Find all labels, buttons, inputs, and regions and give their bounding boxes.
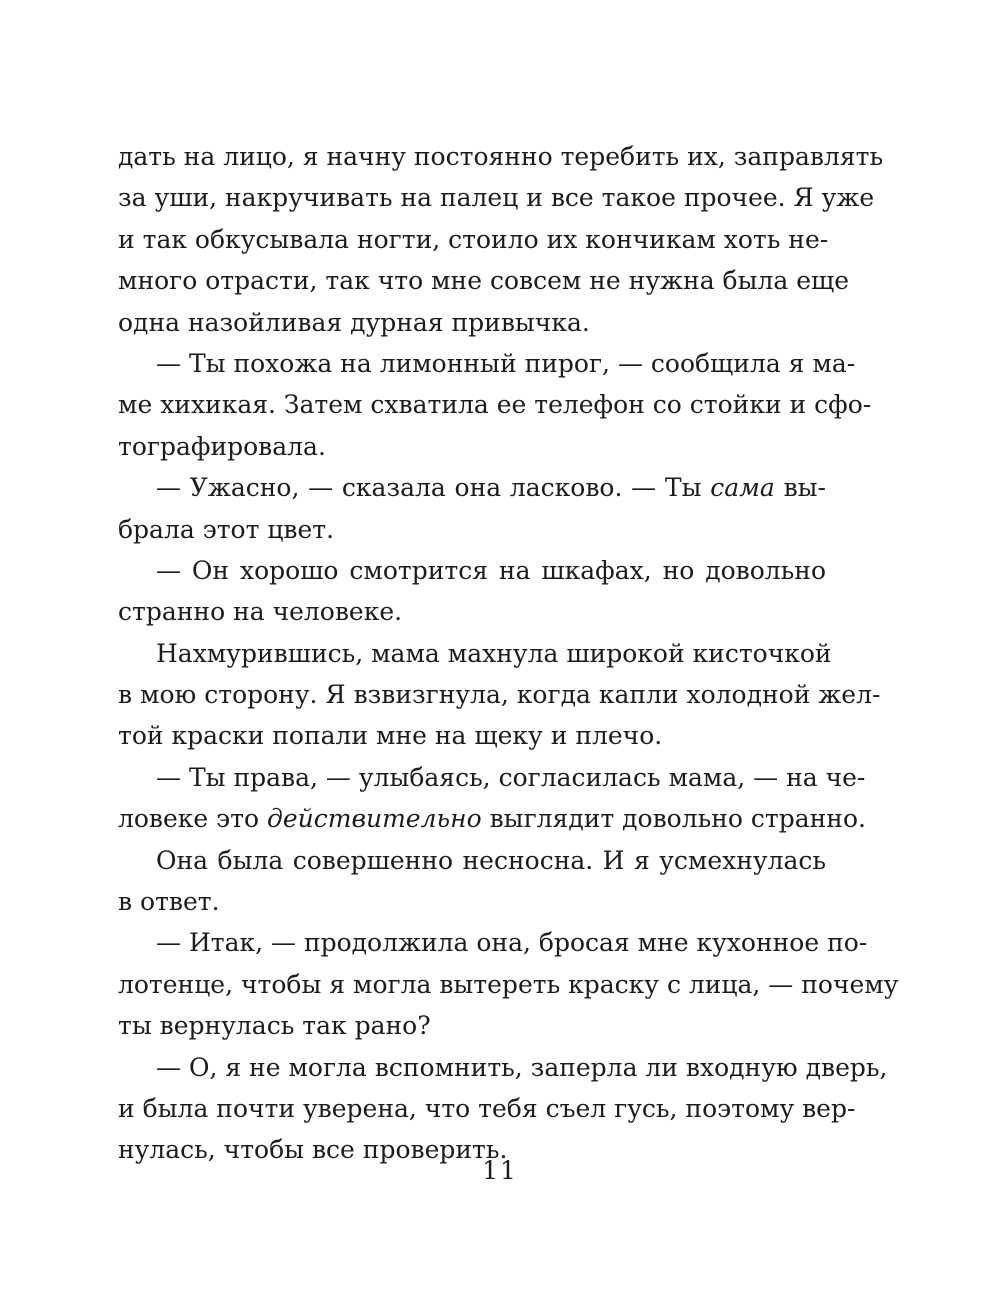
text-line: одна назойливая дурная привычка. xyxy=(118,307,590,337)
text-line: — Он хорошо смотрится на шкафах, но довольно xyxy=(156,555,826,585)
text-line: Она была совершенно несносна. И я усмехнулась xyxy=(156,845,826,875)
text-segment: вы- xyxy=(774,473,826,503)
text-line: дать на лицо, я начну постоянно теребить их, заправлять xyxy=(118,142,884,171)
text-line: в мою сторону. Я взвизгнула, когда капли холодной жел- xyxy=(118,680,881,710)
text-line: в ответ. xyxy=(118,887,220,917)
italic-emphasis: действительно xyxy=(267,804,482,834)
text-line: и была почти уверена, что тебя съел гусь, поэтому вер- xyxy=(118,1093,856,1123)
text-segment: — Ужасно, — сказала она ласково. — Ты xyxy=(156,473,711,503)
text-line: той краски попали мне на щеку и плечо. xyxy=(118,721,663,751)
text-line: за уши, накручивать на палец и все такое прочее. Я уже xyxy=(118,183,875,213)
text-line xyxy=(118,467,826,508)
text-line: ме хихикая. Затем схватила ее телефон со стойки и сфо- xyxy=(118,390,872,420)
text-line: Нахмурившись, мама махнула широкой кисточкой xyxy=(156,638,832,668)
italic-emphasis: сама xyxy=(710,473,775,503)
text-line: — Ты похожа на лимонный пирог, — сообщила я ма- xyxy=(156,348,856,378)
text-line: брала этот цвет. xyxy=(118,514,335,544)
text-line: ты вернулась так рано? xyxy=(118,1011,431,1041)
text-line xyxy=(118,798,866,839)
text-line: — Ты права, — улыбаясь, согласилась мама, — на че- xyxy=(156,762,866,792)
text-line: и так обкусывала ногти, стоило их кончикам хоть не- xyxy=(118,224,829,254)
page-number: 11 xyxy=(482,1156,518,1185)
text-segment: ловеке это xyxy=(118,804,267,834)
text-line: лотенце, чтобы я могла вытереть краску с лица, — почему xyxy=(118,969,899,999)
text-line: странно на человеке. xyxy=(118,597,403,627)
text-segment: выглядит довольно странно. xyxy=(481,804,866,834)
text-line: — Итак, — продолжила она, бросая мне кухонное по- xyxy=(156,928,868,958)
text-line: нулась, чтобы все проверить. xyxy=(118,1135,508,1165)
text-line: — О, я не могла вспомнить, заперла ли входную дверь, xyxy=(156,1052,888,1082)
text-line: тографировала. xyxy=(118,431,326,461)
body-text xyxy=(118,136,899,1171)
text-line: много отрасти, так что мне совсем не нужна была еще xyxy=(118,266,850,296)
